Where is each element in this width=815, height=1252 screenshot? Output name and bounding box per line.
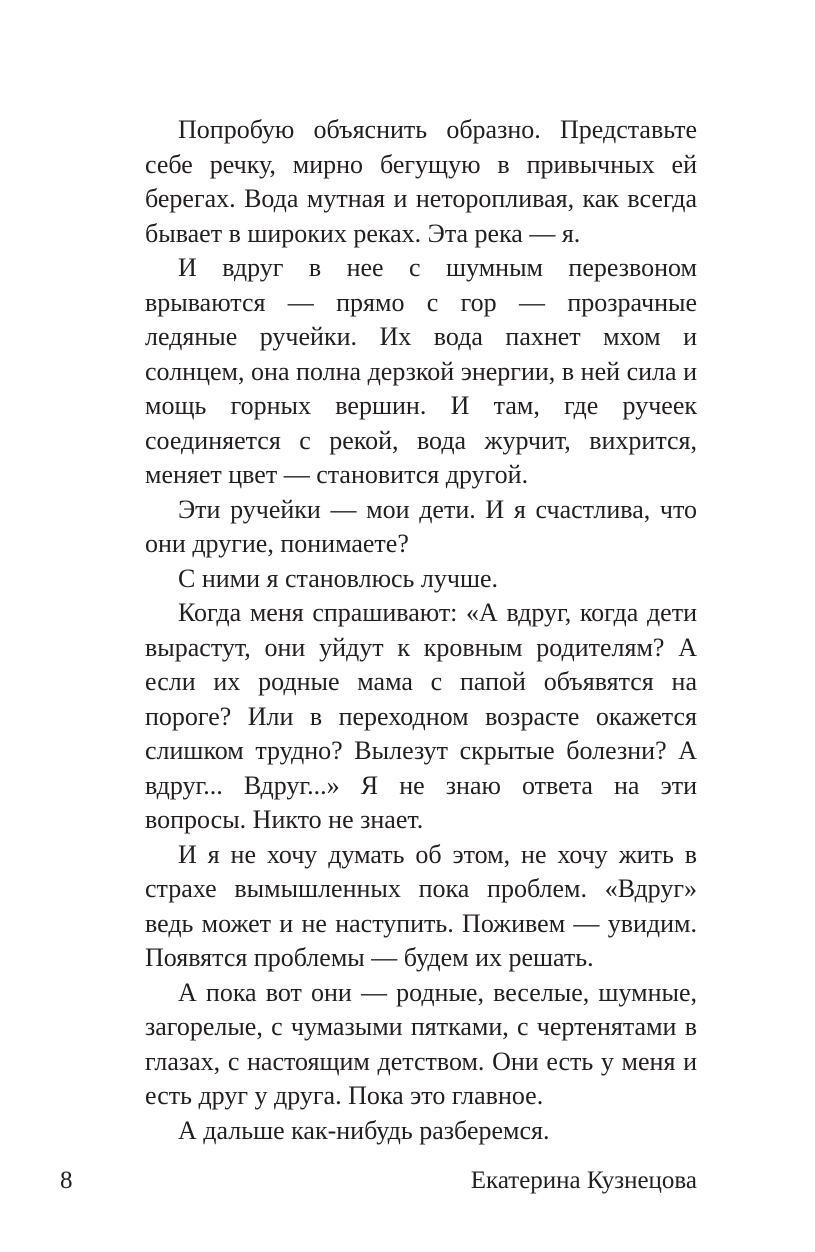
page-number: 8 xyxy=(60,1167,73,1194)
paragraph: Когда меня спрашивают: «А вдруг, когда дети вырастут, они уйдут к кровным родителям? А если их родные мама с папой объявятся на пороге? Или в переходном возрасте окажется слишком трудно? Вылезут скрытые болезни? А вдруг... Вдруг...» Я не знаю ответа на эти вопросы. Никто не знает. xyxy=(145,598,697,834)
paragraph: А дальше как-нибудь разберемся. xyxy=(178,1115,550,1145)
body-text xyxy=(145,113,697,1148)
paragraph: А пока вот они — родные, веселые, шумные, загорелые, с чумазыми пятками, с чертенятами в глазах, с настоящим детством. Они есть у меня и есть друг у друга. Пока это главное. xyxy=(145,977,697,1110)
paragraph: С ними я становлюсь лучше. xyxy=(178,563,499,593)
paragraph: Попробую объяснить образно. Представьте себе речку, мирно бегущую в привычных ей берегах. Вода мутная и неторопливая, как всегда бывает в широких реках. Эта река — я. xyxy=(145,115,697,248)
running-footer-author: Екатерина Кузнецова xyxy=(470,1167,697,1194)
page-footer xyxy=(60,1167,697,1201)
paragraph: Эти ручейки — мои дети. И я счастлива, что они другие, понимаете? xyxy=(145,494,697,558)
paragraph: И я не хочу думать об этом, не хочу жить в страхе вымышленных пока проблем. «Вдруг» ведь может и не наступить. Поживем — увидим. Появятся проблемы — будем их решать. xyxy=(145,839,697,972)
paragraph: И вдруг в нее с шумным перезвоном врываются — прямо с гор — прозрачные ледяные ручейки. Их вода пахнет мхом и солнцем, она полна дерзкой энергии, в ней сила и мощь горных вершин. И там, где ручеек соединяется с рекой, вода журчит, вихрится, меняет цвет — становится другой. xyxy=(145,253,697,489)
